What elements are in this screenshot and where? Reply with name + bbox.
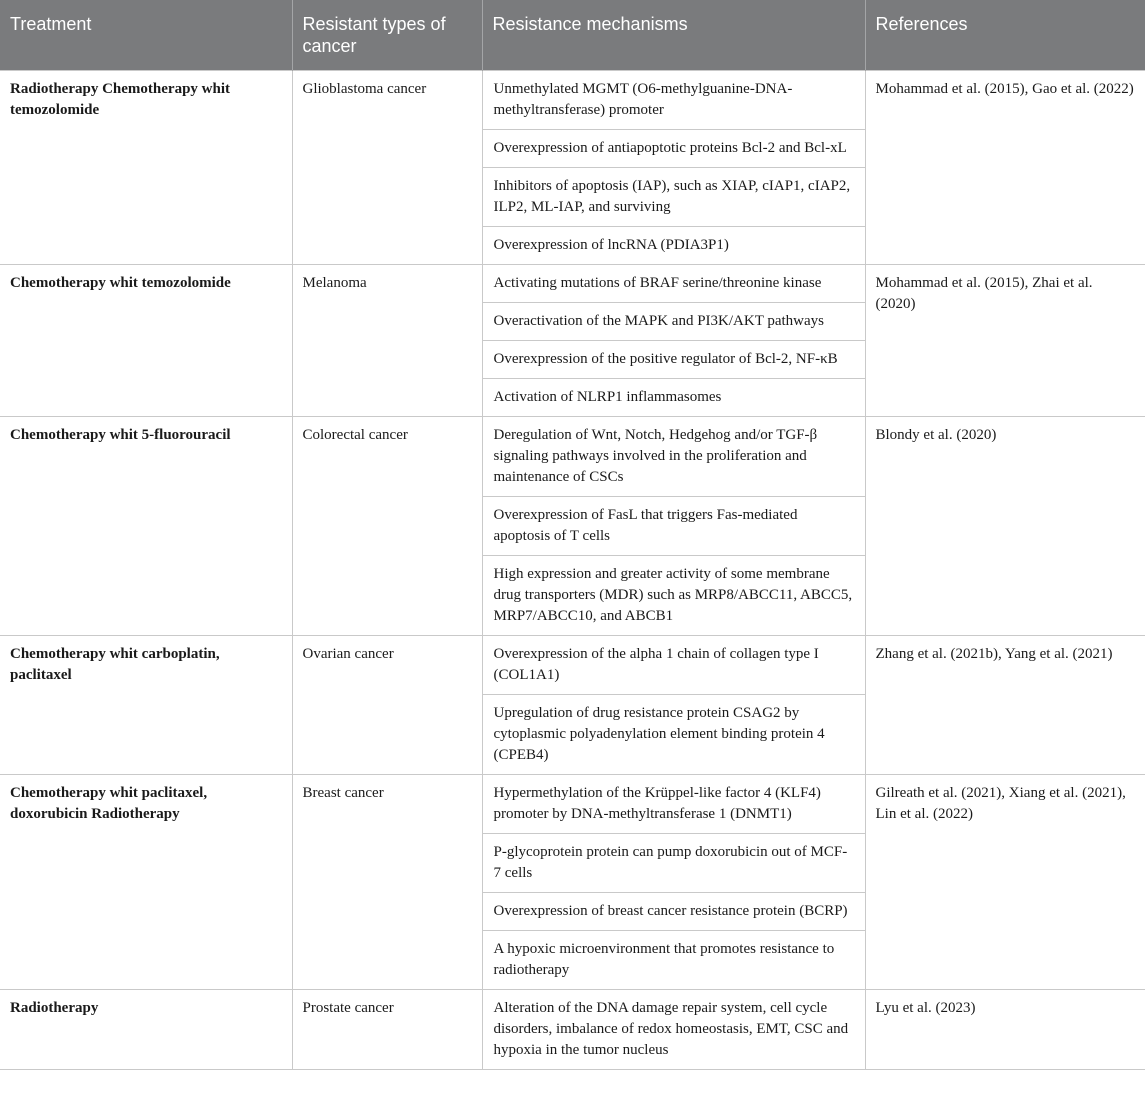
mechanism-cell: Overexpression of FasL that triggers Fas-mediated apoptosis of T cells <box>482 497 865 556</box>
table-header <box>0 0 1145 71</box>
treatment-cell: Chemotherapy whit paclitaxel, doxorubicin Radiotherapy <box>0 775 292 990</box>
mechanism-cell: Activating mutations of BRAF serine/threonine kinase <box>482 265 865 303</box>
treatment-cell: Chemotherapy whit carboplatin, paclitaxel <box>0 636 292 775</box>
header-treatment: Treatment <box>0 0 292 71</box>
mechanism-cell: High expression and greater activity of some membrane drug transporters (MDR) such as MRP8/ABCC11, ABCC5, MRP7/ABCC10, and ABCB1 <box>482 556 865 636</box>
treatment-cell: Chemotherapy whit temozolomide <box>0 265 292 417</box>
cancer-type-cell: Prostate cancer <box>292 990 482 1070</box>
mechanism-cell: P-glycoprotein protein can pump doxorubicin out of MCF-7 cells <box>482 834 865 893</box>
references-cell: Mohammad et al. (2015), Gao et al. (2022) <box>865 71 1145 265</box>
table-row <box>0 417 1145 497</box>
header-row <box>0 0 1145 71</box>
mechanism-cell: Overexpression of the positive regulator of Bcl-2, NF-κB <box>482 341 865 379</box>
table-row <box>0 775 1145 834</box>
cancer-type-cell: Ovarian cancer <box>292 636 482 775</box>
mechanism-cell: Upregulation of drug resistance protein CSAG2 by cytoplasmic polyadenylation element binding protein 4 (CPEB4) <box>482 695 865 775</box>
table-body <box>0 71 1145 1070</box>
header-resistant-types: Resistant types of cancer <box>292 0 482 71</box>
mechanism-cell: Overexpression of breast cancer resistance protein (BCRP) <box>482 893 865 931</box>
cancer-type-cell: Glioblastoma cancer <box>292 71 482 265</box>
mechanism-cell: A hypoxic microenvironment that promotes resistance to radiotherapy <box>482 931 865 990</box>
header-references: References <box>865 0 1145 71</box>
mechanism-cell: Overactivation of the MAPK and PI3K/AKT pathways <box>482 303 865 341</box>
references-cell: Blondy et al. (2020) <box>865 417 1145 636</box>
table-row <box>0 636 1145 695</box>
header-resistance-mechanisms: Resistance mechanisms <box>482 0 865 71</box>
cancer-type-cell: Breast cancer <box>292 775 482 990</box>
references-cell: Mohammad et al. (2015), Zhai et al. (2020) <box>865 265 1145 417</box>
mechanism-cell: Deregulation of Wnt, Notch, Hedgehog and/or TGF-β signaling pathways involved in the proliferation and maintenance of CSCs <box>482 417 865 497</box>
references-cell: Lyu et al. (2023) <box>865 990 1145 1070</box>
table-row <box>0 265 1145 303</box>
mechanism-cell: Overexpression of lncRNA (PDIA3P1) <box>482 227 865 265</box>
mechanism-cell: Alteration of the DNA damage repair system, cell cycle disorders, imbalance of redox homeostasis, EMT, CSC and hypoxia in the tumor nucleus <box>482 990 865 1070</box>
table-row <box>0 990 1145 1070</box>
treatment-cell: Radiotherapy <box>0 990 292 1070</box>
cancer-type-cell: Melanoma <box>292 265 482 417</box>
mechanism-cell: Unmethylated MGMT (O6-methylguanine-DNA-methyltransferase) promoter <box>482 71 865 130</box>
table-row <box>0 71 1145 130</box>
treatment-cell: Chemotherapy whit 5-fluorouracil <box>0 417 292 636</box>
mechanism-cell: Overexpression of antiapoptotic proteins Bcl-2 and Bcl-xL <box>482 130 865 168</box>
references-cell: Zhang et al. (2021b), Yang et al. (2021) <box>865 636 1145 775</box>
mechanism-cell: Hypermethylation of the Krüppel-like factor 4 (KLF4) promoter by DNA-methyltransferase 1 (DNMT1) <box>482 775 865 834</box>
mechanism-cell: Overexpression of the alpha 1 chain of collagen type I (COL1A1) <box>482 636 865 695</box>
treatment-cell: Radiotherapy Chemotherapy whit temozolomide <box>0 71 292 265</box>
cancer-type-cell: Colorectal cancer <box>292 417 482 636</box>
mechanism-cell: Inhibitors of apoptosis (IAP), such as XIAP, cIAP1, cIAP2, ILP2, ML-IAP, and surviving <box>482 168 865 227</box>
mechanism-cell: Activation of NLRP1 inflammasomes <box>482 379 865 417</box>
references-cell: Gilreath et al. (2021), Xiang et al. (2021), Lin et al. (2022) <box>865 775 1145 990</box>
